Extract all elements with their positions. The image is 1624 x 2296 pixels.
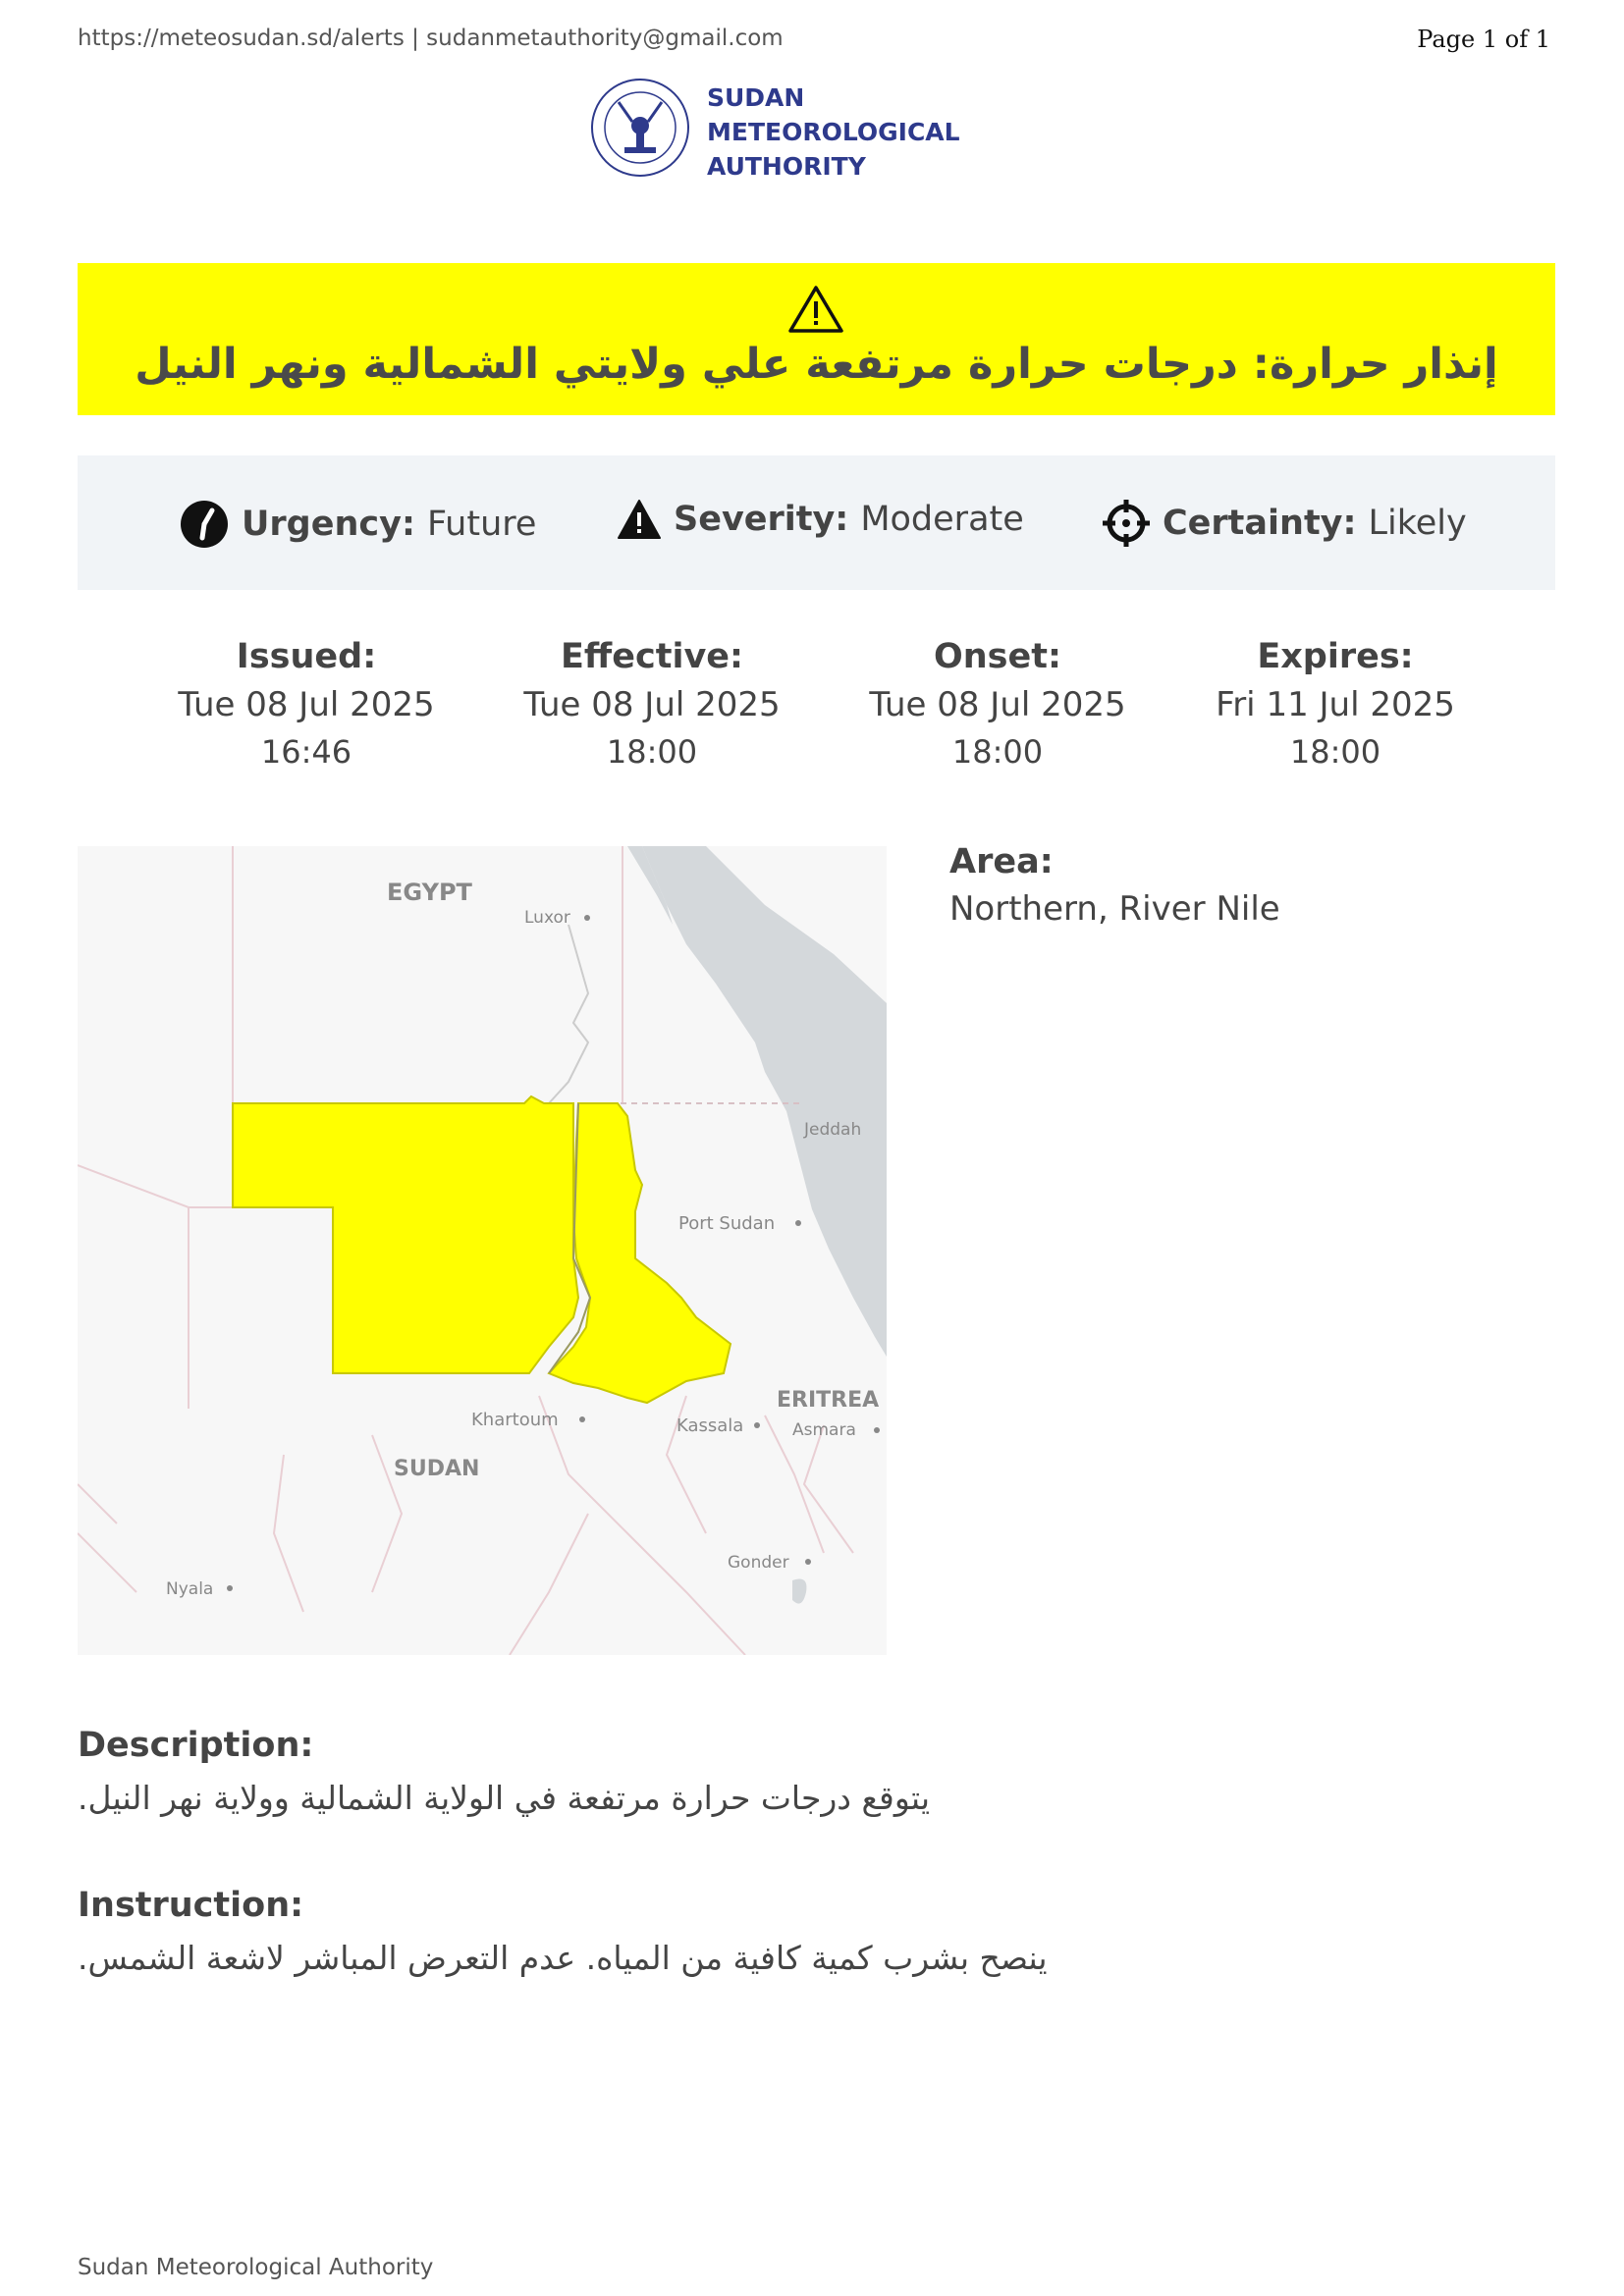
area-value: Northern, River Nile [949, 889, 1280, 929]
alert-banner [78, 263, 1555, 415]
effective-time: 18:00 [606, 733, 698, 771]
onset-time: 18:00 [951, 733, 1044, 771]
logo-line-2: METEOROLOGICAL [707, 118, 960, 146]
map-label-port-sudan: Port Sudan [678, 1213, 776, 1234]
footer-text: Sudan Meteorological Authority [78, 2255, 434, 2280]
alert-meta-bar [78, 455, 1555, 590]
issued-column [144, 632, 468, 775]
logo [589, 77, 1080, 185]
alert-title: إنذار حرارة: درجات حرارة مرتفعة علي ولايتي الشمالية ونهر النيل [135, 340, 1498, 389]
warning-icon [617, 499, 662, 540]
area-label: Area: [949, 842, 1054, 881]
map-label-jeddah: Jeddah [804, 1120, 862, 1140]
expires-column [1173, 632, 1497, 775]
map-label-asmara: Asmara [792, 1420, 856, 1440]
severity-label: Severity: [674, 500, 849, 539]
logo-line-1: SUDAN [707, 83, 805, 112]
instruction-text: ينصح بشرب كمية كافية من المياه. عدم التعرض المباشر لاشعة الشمس. [78, 1939, 1048, 1977]
urgency-label: Urgency: [242, 505, 415, 544]
urgency-value: Future [426, 505, 537, 544]
onset-label: Onset: [934, 637, 1061, 676]
issued-label: Issued: [236, 637, 377, 676]
header-contact-text: https://meteosudan.sd/alerts | sudanmetauthority@gmail.com [78, 26, 784, 51]
expires-time: 18:00 [1289, 733, 1381, 771]
map-label-khartoum: Khartoum [471, 1410, 559, 1430]
description-text: يتوقع درجات حرارة مرتفعة في الولاية الشمالية وولاية نهر النيل. [78, 1779, 931, 1817]
effective-label: Effective: [560, 637, 744, 676]
effective-date: Tue 08 Jul 2025 [523, 685, 781, 724]
expires-label: Expires: [1257, 637, 1414, 676]
crosshair-icon [1102, 499, 1151, 548]
map-label-gonder: Gonder [728, 1553, 789, 1573]
description-label: Description: [78, 1726, 314, 1765]
certainty-label: Certainty: [1163, 504, 1357, 543]
clock-icon [179, 499, 230, 550]
map-label-kassala: Kassala [677, 1415, 744, 1436]
map-label-luxor: Luxor [524, 908, 570, 928]
page-number: Page 1 of 1 [1417, 26, 1550, 53]
map-label-eritrea: ERITREA [777, 1388, 880, 1413]
expires-date: Fri 11 Jul 2025 [1216, 685, 1455, 724]
onset-date: Tue 08 Jul 2025 [869, 685, 1126, 724]
severity-value: Moderate [860, 500, 1024, 539]
issued-date: Tue 08 Jul 2025 [178, 685, 435, 724]
certainty-value: Likely [1368, 504, 1467, 543]
warning-triangle-icon [787, 285, 844, 334]
issued-time: 16:46 [260, 733, 352, 771]
certainty-field [1102, 499, 1467, 548]
logo-line-3: AUTHORITY [707, 152, 866, 181]
map-label-nyala: Nyala [166, 1579, 214, 1599]
sudan-meteorological-authority-emblem-icon [589, 77, 691, 179]
instruction-label: Instruction: [78, 1886, 304, 1925]
map-canvas [78, 846, 887, 1655]
map-label-egypt: EGYPT [387, 879, 472, 906]
effective-column [490, 632, 814, 775]
urgency-field [179, 499, 536, 550]
severity-field [617, 499, 1024, 540]
alert-area-map [78, 846, 887, 1655]
map-label-sudan: SUDAN [394, 1457, 480, 1481]
onset-column [836, 632, 1160, 775]
